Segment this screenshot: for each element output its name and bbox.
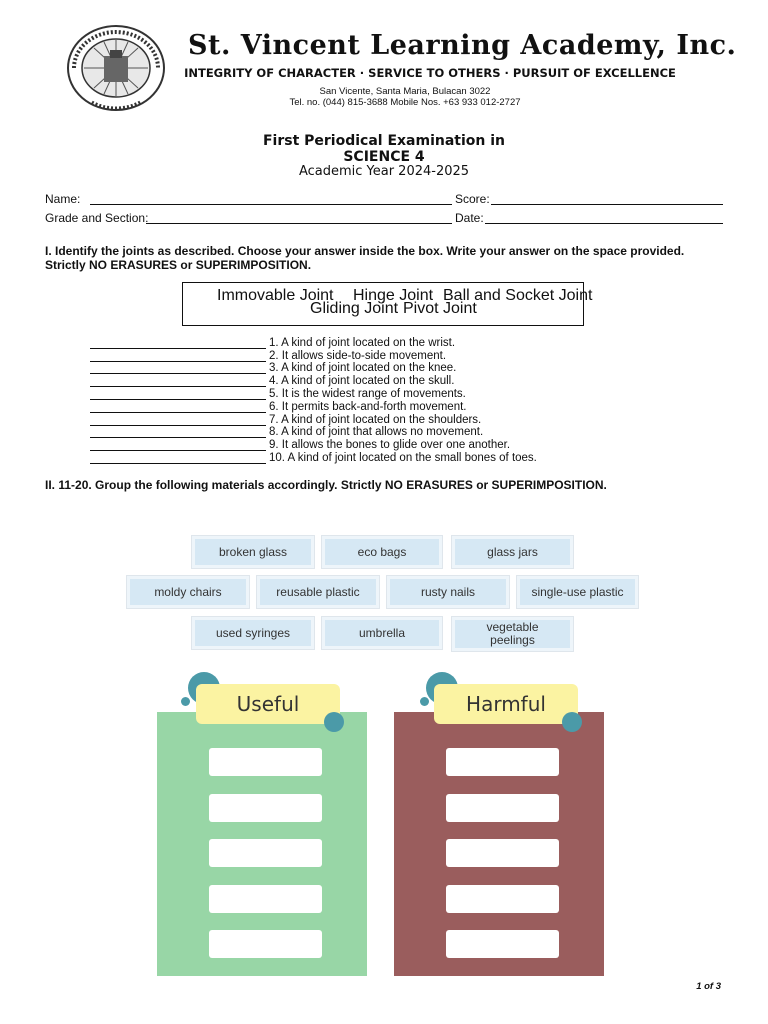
material-used-syringes[interactable]: used syringes <box>192 617 314 649</box>
decor-dot <box>420 697 429 706</box>
item-text: 3. A kind of joint located on the knee. <box>269 362 457 375</box>
item-list <box>90 336 537 464</box>
harmful-slot[interactable] <box>446 794 559 822</box>
material-reusable-plastic[interactable]: reusable plastic <box>257 576 379 608</box>
decor-dot <box>562 712 582 732</box>
list-item <box>90 374 537 387</box>
decor-dot <box>181 697 190 706</box>
useful-slot[interactable] <box>209 794 322 822</box>
score-label: Score: <box>455 192 490 206</box>
choices-box <box>182 282 593 326</box>
item-text: 6. It permits back-and-forth movement. <box>269 400 467 413</box>
useful-slot[interactable] <box>209 839 322 867</box>
material-eco-bags[interactable]: eco bags <box>322 536 442 568</box>
contact-line: Tel. no. (044) 815-3688 Mobile Nos. +63 933 012-2727 <box>289 97 521 108</box>
list-item <box>90 426 537 439</box>
harmful-slot[interactable] <box>446 930 559 958</box>
grade-section-field[interactable] <box>146 223 452 224</box>
list-item <box>90 400 537 413</box>
exam-subject: SCIENCE 4 <box>343 149 425 165</box>
decor-dot <box>324 712 344 732</box>
material-moldy-chairs[interactable]: moldy chairs <box>127 576 249 608</box>
harmful-label: Harmful <box>434 684 578 724</box>
item-text: 1. A kind of joint located on the wrist. <box>269 336 456 349</box>
material-glass-jars[interactable]: glass jars <box>452 536 573 568</box>
material-rusty-nails[interactable]: rusty nails <box>387 576 509 608</box>
exam-title: First Periodical Examination in <box>262 133 506 149</box>
name-label: Name: <box>45 192 81 206</box>
item-text: 7. A kind of joint located on the shoulders. <box>269 413 482 426</box>
name-field[interactable] <box>90 204 452 205</box>
school-name: St. Vincent Learning Academy, Inc. <box>188 30 737 61</box>
academic-year: Academic Year 2024-2025 <box>298 164 470 179</box>
material-vegetable-peelings[interactable]: vegetable peelings <box>452 617 573 651</box>
item-text: 8. A kind of joint that allows no movement. <box>269 426 484 439</box>
choice-pivot: Pivot Joint <box>403 300 477 317</box>
item-text: 9. It allows the bones to glide over one another. <box>269 439 511 452</box>
list-item <box>90 336 537 349</box>
list-item <box>90 451 537 464</box>
date-label: Date: <box>455 211 484 225</box>
useful-card <box>157 712 367 976</box>
grade-section-label: Grade and Section: <box>45 211 149 225</box>
useful-slot[interactable] <box>209 748 322 776</box>
page-number: 1 of 3 <box>696 981 721 992</box>
item-text: 2. It allows side-to-side movement. <box>269 349 447 362</box>
part1-instructions: I. Identify the joints as described. Choose your answer inside the box. Write your answer on the space provided. Strictly NO ERASURES or SUPERIMPOSITION. <box>45 244 685 272</box>
list-item <box>90 413 537 426</box>
answer-blank[interactable] <box>90 363 266 374</box>
answer-blank[interactable] <box>90 453 266 464</box>
answer-blank[interactable] <box>90 376 266 387</box>
item-text: 5. It is the widest range of movements. <box>269 387 466 400</box>
answer-blank[interactable] <box>90 351 266 362</box>
choice-ball-socket: Ball and Socket Joint <box>443 287 593 304</box>
useful-label: Useful <box>196 684 340 724</box>
choice-gliding: Gliding Joint <box>310 300 399 317</box>
list-item <box>90 349 537 362</box>
list-item <box>90 438 537 451</box>
answer-blank[interactable] <box>90 427 266 438</box>
answer-blank[interactable] <box>90 440 266 451</box>
useful-slot[interactable] <box>209 930 322 958</box>
harmful-slot[interactable] <box>446 748 559 776</box>
list-item <box>90 362 537 375</box>
harmful-slot[interactable] <box>446 885 559 913</box>
school-motto: INTEGRITY OF CHARACTER · SERVICE TO OTHERS · PURSUIT OF EXCELLENCE <box>184 66 676 80</box>
date-field[interactable] <box>485 223 723 224</box>
harmful-card <box>394 712 604 976</box>
material-single-use-plastic[interactable]: single-use plastic <box>517 576 638 608</box>
list-item <box>90 387 537 400</box>
item-text: 10. A kind of joint located on the small bones of toes. <box>269 451 537 464</box>
useful-slot[interactable] <box>209 885 322 913</box>
score-field[interactable] <box>491 204 723 205</box>
harmful-slot[interactable] <box>446 839 559 867</box>
material-broken-glass[interactable]: broken glass <box>192 536 314 568</box>
choice-immovable: Immovable Joint <box>217 287 334 304</box>
school-address <box>150 86 660 108</box>
answer-blank[interactable] <box>90 338 266 349</box>
item-text: 4. A kind of joint located on the skull. <box>269 375 455 388</box>
part2-instructions: II. 11-20. Group the following materials accordingly. Strictly NO ERASURES or SUPERIMPOSITION. <box>45 478 607 492</box>
material-umbrella[interactable]: umbrella <box>322 617 442 649</box>
answer-blank[interactable] <box>90 389 266 400</box>
address-line: San Vicente, Santa Maria, Bulacan 3022 <box>319 86 491 97</box>
answer-blank[interactable] <box>90 402 266 413</box>
choice-hinge: Hinge Joint <box>353 287 434 304</box>
answer-blank[interactable] <box>90 415 266 426</box>
